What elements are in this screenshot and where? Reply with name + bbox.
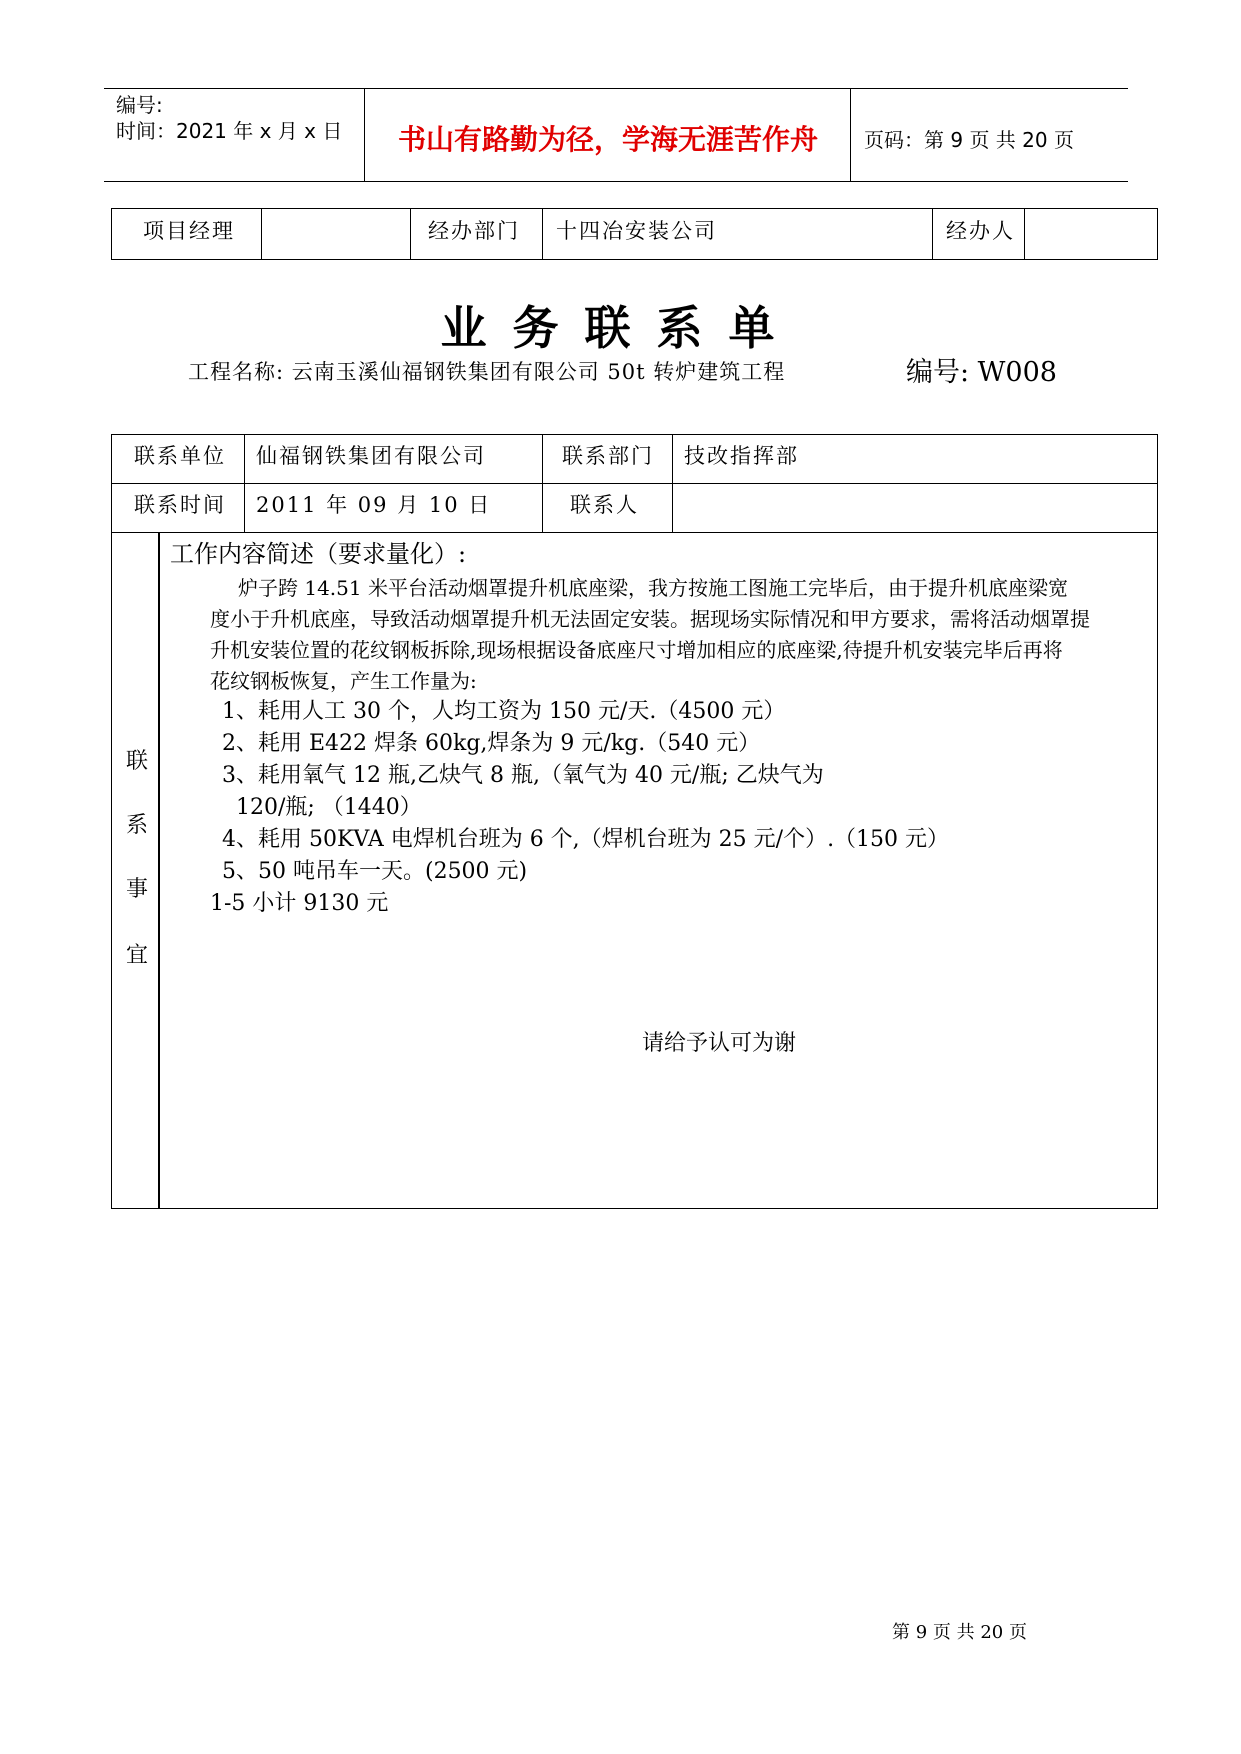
header-top-rule (104, 88, 1128, 89)
document-title: 业务联系单 (440, 301, 801, 355)
matters-subtotal: 1-5 小计 9130 元 (210, 891, 389, 916)
top-table-divider (542, 208, 543, 259)
header-motto: 书山有路勤为径，学海无涯苦作舟 (397, 123, 818, 156)
project-manager-label: 项目经理 (143, 219, 235, 243)
matters-heading: 工作内容简述（要求量化）: (170, 540, 467, 568)
project-name: 工程名称: 云南玉溪仙福钢铁集团有限公司 50t 转炉建筑工程 (188, 360, 786, 384)
contact-dept-value: 技改指挥部 (684, 444, 799, 468)
contact-time-label: 联系时间 (134, 493, 226, 517)
contact-unit-label: 联系单位 (134, 444, 226, 468)
department-value: 十四冶安装公司 (556, 219, 717, 243)
matters-side-char: 事 (125, 877, 148, 902)
contact-unit-value: 仙福钢铁集团有限公司 (256, 444, 486, 468)
matters-side-char: 联 (125, 749, 148, 774)
matters-paragraph-line: 升机安装位置的花纹钢板拆除,现场根据设备底座尺寸增加相应的底座梁,待提升机安装完毕后再将 (210, 638, 1063, 662)
matters-paragraph-line: 炉子跨 14.51 米平台活动烟罩提升机底座梁，我方按施工图施工完毕后，由于提升机底座梁宽 (238, 576, 1068, 600)
header-divider-right (850, 88, 851, 182)
department-label: 经办部门 (428, 219, 520, 243)
contact-person-label: 联系人 (570, 493, 639, 517)
top-table-divider (410, 208, 411, 259)
handler-label: 经办人 (946, 219, 1015, 243)
matters-item: 2、耗用 E422 焊条 60kg,焊条为 9 元/kg.（540 元） (222, 731, 761, 756)
contact-time-value: 2011 年 09 月 10 日 (256, 493, 492, 517)
matters-item: 3、耗用氧气 12 瓶,乙炔气 8 瓶,（氧气为 40 元/瓶; 乙炔气为 (222, 763, 824, 788)
matters-paragraph-line: 花纹钢板恢复，产生工作量为: (210, 669, 477, 693)
header-bottom-rule (104, 181, 1128, 182)
contact-dept-label: 联系部门 (562, 444, 654, 468)
contact-table-divider (672, 434, 673, 533)
top-table-divider (932, 208, 933, 259)
header-meta (116, 92, 342, 144)
top-table-divider (1024, 208, 1025, 259)
matters-item: 1、耗用人工 30 个，人均工资为 150 元/天.（4500 元） (222, 699, 786, 724)
contact-table-rule (111, 532, 1157, 533)
matters-paragraph-line: 度小于升机底座，导致活动烟罩提升机无法固定安装。据现场实际情况和甲方要求，需将活动烟罩提 (210, 607, 1090, 631)
header-time-label: 时间：2021 年 x 月 x 日 (116, 119, 343, 143)
matters-side-char: 系 (125, 813, 148, 838)
contact-table-rule (111, 483, 1157, 484)
contact-table-divider (542, 434, 543, 533)
top-table-divider (261, 208, 262, 259)
matters-item: 5、50 吨吊车一天。(2500 元) (222, 859, 528, 884)
header-page-label: 页码：第 9 页 共 20 页 (864, 128, 1074, 152)
matters-item: 120/瓶; （1440） (236, 795, 422, 820)
header-number-label: 编号: (116, 93, 163, 117)
header-divider-left (364, 88, 365, 182)
footer-page: 第 9 页 共 20 页 (892, 1622, 1027, 1643)
document-number: 编号: W008 (906, 357, 1057, 388)
contact-table-divider (244, 434, 245, 533)
matters-side-divider (158, 532, 160, 1208)
matters-item: 4、耗用 50KVA 电焊机台班为 6 个,（焊机台班为 25 元/个）.（150 元） (222, 827, 950, 852)
matters-closing: 请给予认可为谢 (642, 1031, 797, 1056)
matters-side-char: 宜 (125, 943, 148, 968)
